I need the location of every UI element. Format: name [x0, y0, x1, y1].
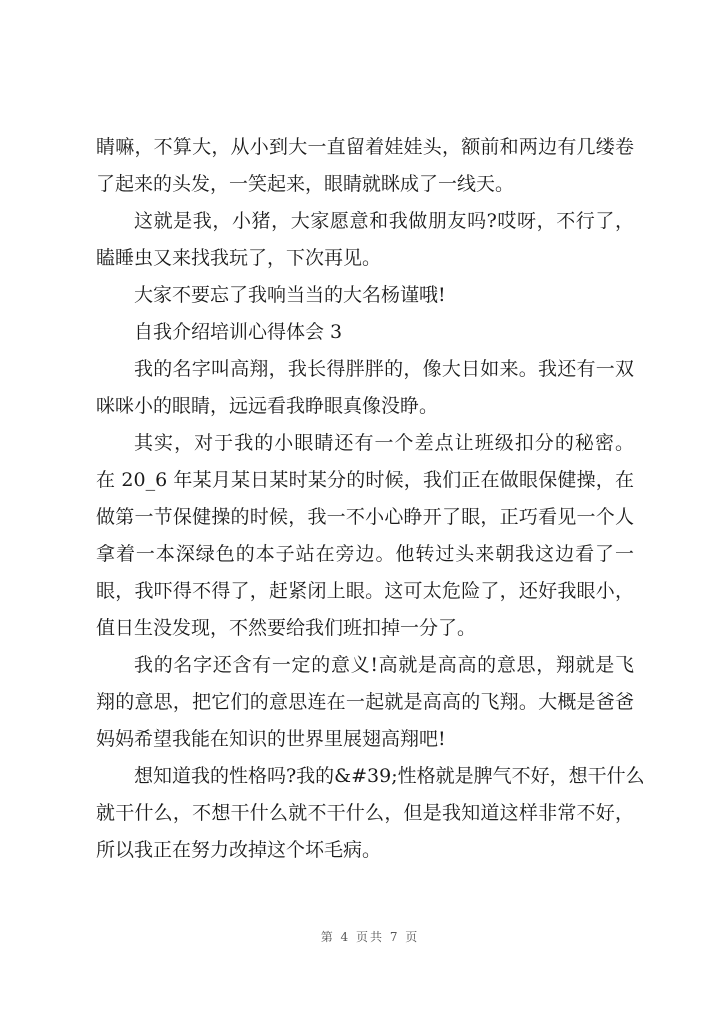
- body-text: [0, 129, 720, 869]
- paragraph-start-line: [0, 351, 720, 388]
- text-line-content: 拿着一本深绿色的本子站在旁边。他转过头来朝我这边看了一: [96, 543, 634, 565]
- text-line: [0, 832, 720, 869]
- text-line: [0, 240, 720, 277]
- text-line-content: 就干什么，不想干什么就不干什么，但是我知道这样非常不好，: [96, 802, 634, 824]
- text-line-content: 这就是我，小猪，大家愿意和我做朋友吗?哎呀，不行了，: [134, 210, 634, 232]
- text-line-content: 其实，对于我的小眼睛还有一个差点让班级扣分的秘密。: [134, 432, 634, 454]
- text-line: [0, 166, 720, 203]
- text-line-content: 我的名字叫高翔，我长得胖胖的，像大日如来。我还有一双: [134, 358, 634, 380]
- text-line-content: 睛嘛，不算大，从小到大一直留着娃娃头，额前和两边有几缕卷: [96, 136, 634, 158]
- text-line: [0, 795, 720, 832]
- page-number-footer: 第 4 页共 7 页: [320, 930, 420, 944]
- paragraph-start-line: [0, 203, 720, 240]
- text-line-content: 妈妈希望我能在知识的世界里展翅高翔吧!: [96, 728, 446, 750]
- section-heading-text: 自我介绍培训心得体会 3: [134, 321, 343, 343]
- text-line-content: 大家不要忘了我响当当的大名杨谨哦!: [134, 284, 446, 306]
- text-line: [0, 388, 720, 425]
- text-line: [0, 573, 720, 610]
- text-line: [0, 610, 720, 647]
- section-heading: [0, 314, 720, 351]
- text-line-content: 了起来的头发，一笑起来，眼睛就眯成了一线天。: [96, 173, 515, 195]
- text-line: [0, 684, 720, 721]
- text-line: [0, 129, 720, 166]
- text-line-content: 值日生没发现，不然要给我们班扣掉一分了。: [96, 617, 477, 639]
- text-line-content: 在 20_6 年某月某日某时某分的时候，我们正在做眼保健操，在: [96, 469, 634, 491]
- paragraph-start-line: [0, 647, 720, 684]
- text-line: [0, 721, 720, 758]
- paragraph-start-line: [0, 277, 720, 314]
- text-line: [0, 536, 720, 573]
- text-line: [0, 462, 720, 499]
- paragraph-start-line: [0, 758, 720, 795]
- text-line-content: 我的名字还含有一定的意义!高就是高高的意思，翔就是飞: [134, 654, 634, 676]
- text-line-content: 所以我正在努力改掉这个坏毛病。: [96, 839, 382, 861]
- text-line-content: 眼，我吓得不得了，赶紧闭上眼。这可太危险了，还好我眼小，: [96, 580, 634, 602]
- paragraph-start-line: [0, 425, 720, 462]
- text-line: [0, 499, 720, 536]
- text-line-content: 瞌睡虫又来找我玩了，下次再见。: [96, 247, 382, 269]
- text-line-content: 想知道我的性格吗?我的&#39;性格就是脾气不好，想干什么: [134, 765, 645, 787]
- text-line-content: 咪咪小的眼睛，远远看我睁眼真像没睁。: [96, 395, 439, 417]
- text-line-content: 做第一节保健操的时候，我一不小心睁开了眼，正巧看见一个人: [96, 506, 634, 528]
- text-line-content: 翔的意思，把它们的意思连在一起就是高高的飞翔。大概是爸爸: [96, 691, 634, 713]
